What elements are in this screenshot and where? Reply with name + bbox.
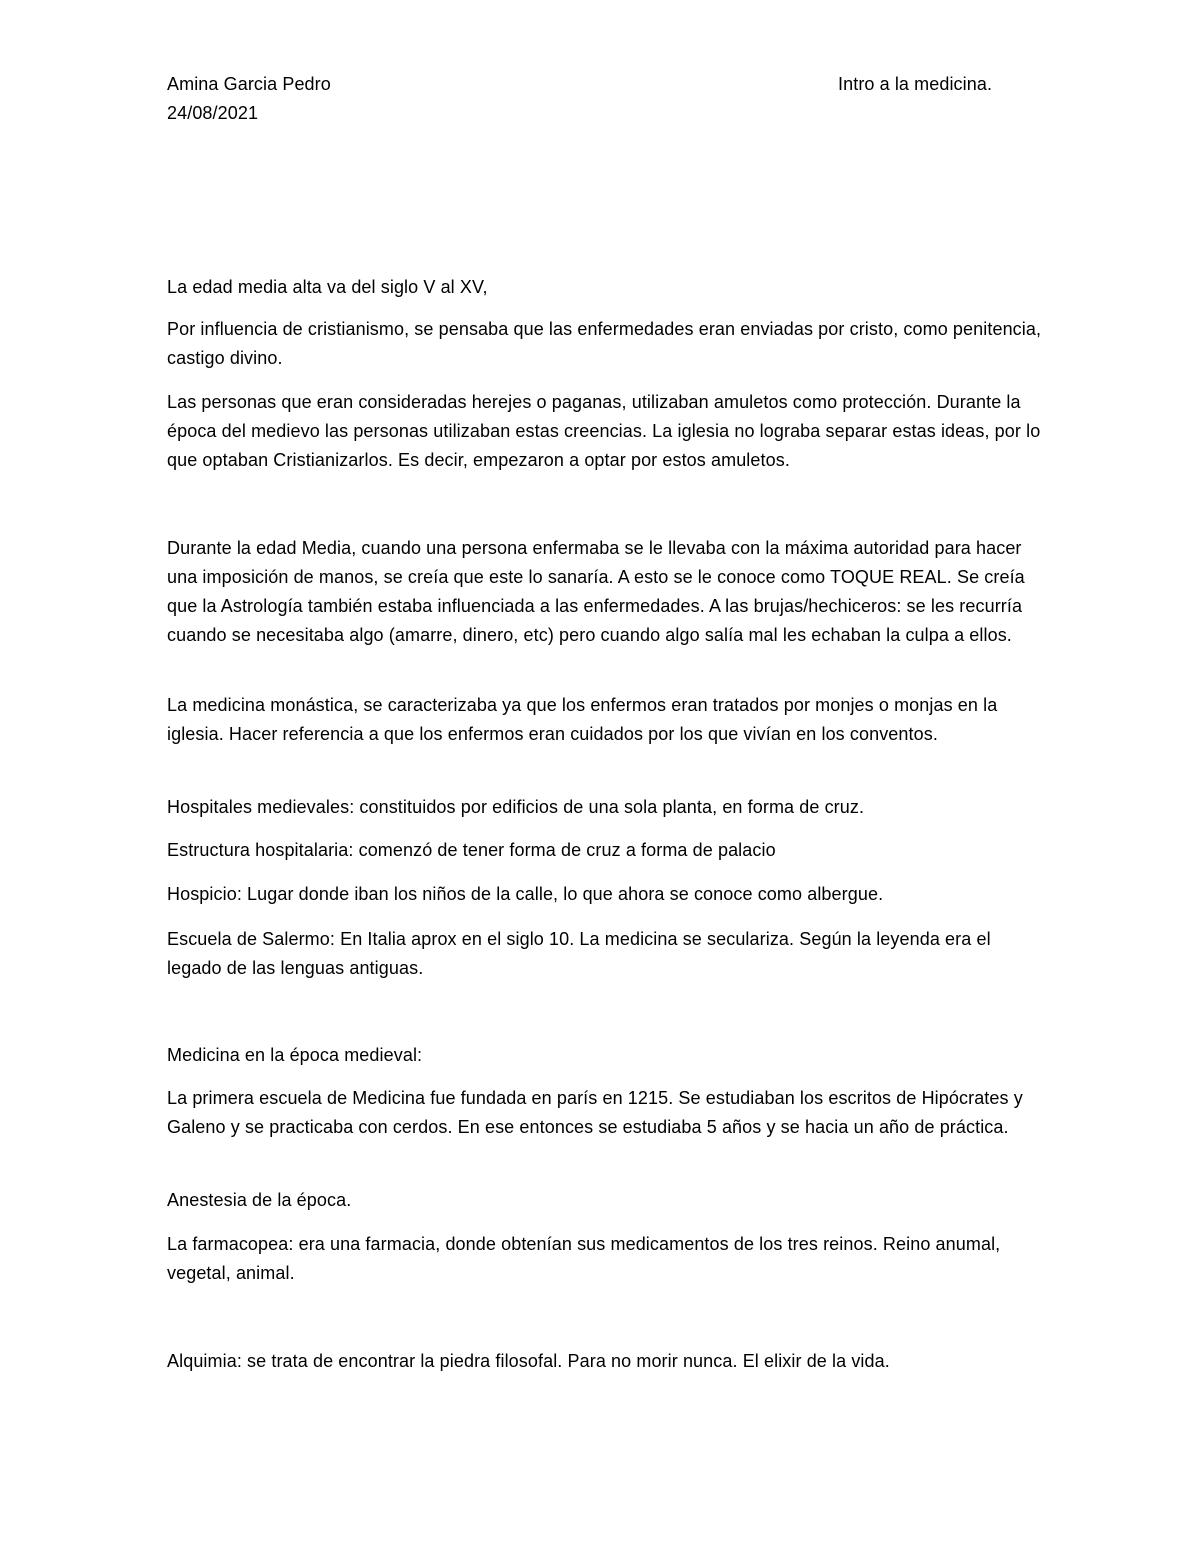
paragraph-6: [167, 793, 1047, 822]
paragraph-text: Anestesia de la época.: [167, 1190, 352, 1210]
paragraph-text: Hospitales medievales: constituidos por edificios de una sola planta, en forma de cruz.: [167, 797, 865, 817]
document-date: 24/08/2021: [167, 103, 259, 123]
paragraph-text: Hospicio: Lugar donde iban los niños de la calle, lo que ahora se conoce como albergue.: [167, 884, 884, 904]
paragraph-11: [167, 1084, 1047, 1142]
paragraph-14: [167, 1347, 1047, 1376]
paragraph-12: [167, 1186, 1047, 1215]
paragraph-text: La edad media alta va del siglo V al XV,: [167, 277, 488, 297]
paragraph-1: [167, 273, 1047, 302]
author-name: Amina Garcia Pedro: [167, 74, 331, 94]
paragraph-9: [167, 925, 1047, 983]
paragraph-text: Alquimia: se trata de encontrar la piedra filosofal. Para no morir nunca. El elixir de la vida.: [167, 1351, 890, 1371]
paragraph-text: Estructura hospitalaria: comenzó de tener forma de cruz a forma de palacio: [167, 840, 776, 860]
paragraph-text: Por influencia de cristianismo, se pensaba que las enfermedades eran enviadas por cristo, como penitencia, castigo divino.: [167, 319, 1042, 368]
paragraph-text: Las personas que eran consideradas herejes o paganas, utilizaban amuletos como protección. Durante la época del medievo las personas utilizaban estas creencias. La iglesia no lograba separar estas ideas, por lo que optaban Cristianizarlos. Es decir, empezaron a optar por estos amuletos.: [167, 392, 1041, 470]
paragraph-text: La farmacopea: era una farmacia, donde obtenían sus medicamentos de los tres reinos. Reino anumal, vegetal, animal.: [167, 1234, 1001, 1283]
paragraph-text: La medicina monástica, se caracterizaba ya que los enfermos eran tratados por monjes o monjas en la iglesia. Hacer referencia a que los enfermos eran cuidados por los que vivían en los conventos.: [167, 695, 998, 744]
paragraph-text: Durante la edad Media, cuando una persona enfermaba se le llevaba con la máxima autoridad para hacer una imposición de manos, se creía que este lo sanaría. A esto se le conoce como TOQUE REAL. Se creía que la Astrología también estaba influenciada a las enfermedades. A las brujas/hechiceros: se les recurría cuando se necesitaba algo (amarre, dinero, etc) pero cuando algo salía mal les echaban la culpa a ellos.: [167, 538, 1025, 645]
paragraph-2: [167, 315, 1047, 373]
paragraph-13: [167, 1230, 1047, 1288]
paragraph-5: [167, 691, 1047, 749]
paragraph-8: [167, 880, 1047, 909]
paragraph-text: Medicina en la época medieval:: [167, 1045, 423, 1065]
paragraph-3: [167, 388, 1047, 475]
paragraph-7: [167, 836, 1047, 865]
paragraph-text: Escuela de Salermo: En Italia aprox en el siglo 10. La medicina se seculariza. Según la leyenda era el legado de las lenguas antiguas.: [167, 929, 991, 978]
paragraph-text: La primera escuela de Medicina fue fundada en parís en 1215. Se estudiaban los escritos de Hipócrates y Galeno y se practicaba con cerdos. En ese entonces se estudiaba 5 años y se hacia un año de práctica.: [167, 1088, 1023, 1137]
course-title: Intro a la medicina.: [838, 74, 993, 94]
paragraph-10: [167, 1041, 1047, 1070]
paragraph-4: [167, 534, 1047, 650]
